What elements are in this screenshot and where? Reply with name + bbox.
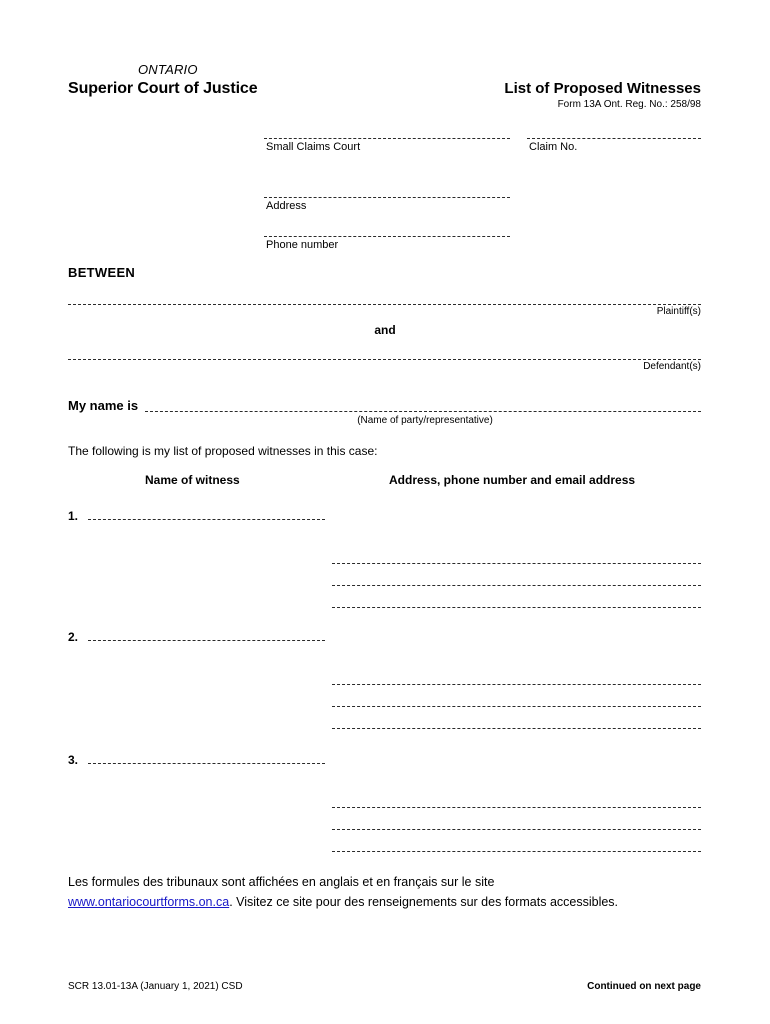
- witness-name-field-2[interactable]: [88, 640, 325, 641]
- footer-form-code: SCR 13.01-13A (January 1, 2021) CSD: [68, 981, 243, 992]
- phone-field-label: Phone number: [266, 239, 339, 251]
- witness-address-field-1-line-2[interactable]: [332, 585, 701, 586]
- french-notice: [68, 872, 708, 912]
- my-name-field-rule[interactable]: [145, 411, 701, 412]
- witness-number-1: 1.: [68, 509, 79, 523]
- witness-address-field-2-line-1[interactable]: [332, 684, 701, 685]
- form-number-label: Form 13A Ont. Reg. No.: 258/98: [557, 99, 701, 110]
- address-field-label: Address: [266, 200, 307, 212]
- intro-text: The following is my list of proposed witnesses in this case:: [68, 444, 378, 458]
- plaintiff-field-rule[interactable]: [68, 304, 701, 305]
- witness-number-2: 2.: [68, 630, 79, 644]
- defendant-caption: Defendant(s): [643, 361, 701, 372]
- french-notice-line-1: Les formules des tribunaux sont affichées en anglais et en français sur le site: [68, 875, 495, 889]
- witness-address-field-2-line-2[interactable]: [332, 706, 701, 707]
- witness-number-3: 3.: [68, 753, 79, 767]
- witness-address-field-1-line-3[interactable]: [332, 607, 701, 608]
- footer-continued-label: Continued on next page: [587, 981, 701, 992]
- page-title: List of Proposed Witnesses: [504, 80, 701, 97]
- witness-name-field-1[interactable]: [88, 519, 325, 520]
- court-name-field-label: Small Claims Court: [266, 141, 361, 153]
- court-name-heading: Superior Court of Justice: [68, 80, 258, 97]
- witness-address-field-3-line-3[interactable]: [332, 851, 701, 852]
- witness-name-field-3[interactable]: [88, 763, 325, 764]
- between-label: BETWEEN: [68, 265, 136, 280]
- jurisdiction-label: ONTARIO: [138, 62, 198, 77]
- witness-address-field-3-line-1[interactable]: [332, 807, 701, 808]
- ontario-court-forms-link[interactable]: www.ontariocourtforms.on.ca: [68, 895, 230, 909]
- column-header-address: Address, phone number and email address: [389, 473, 636, 487]
- witness-address-field-2-line-3[interactable]: [332, 728, 701, 729]
- and-label: and: [374, 323, 396, 337]
- plaintiff-caption: Plaintiff(s): [656, 306, 701, 317]
- claim-no-field-rule[interactable]: [527, 138, 701, 139]
- column-header-name: Name of witness: [145, 473, 240, 487]
- my-name-caption: (Name of party/representative): [357, 415, 493, 426]
- witness-address-field-1-line-1[interactable]: [332, 563, 701, 564]
- witness-address-field-3-line-2[interactable]: [332, 829, 701, 830]
- address-field-rule[interactable]: [264, 197, 510, 198]
- phone-field-rule[interactable]: [264, 236, 510, 237]
- french-notice-line-2: . Visitez ce site pour des renseignements sur des formats accessibles.: [229, 895, 619, 909]
- court-name-field-rule[interactable]: [264, 138, 510, 139]
- defendant-field-rule[interactable]: [68, 359, 701, 360]
- claim-no-field-label: Claim No.: [529, 141, 578, 153]
- my-name-label: My name is: [68, 398, 139, 413]
